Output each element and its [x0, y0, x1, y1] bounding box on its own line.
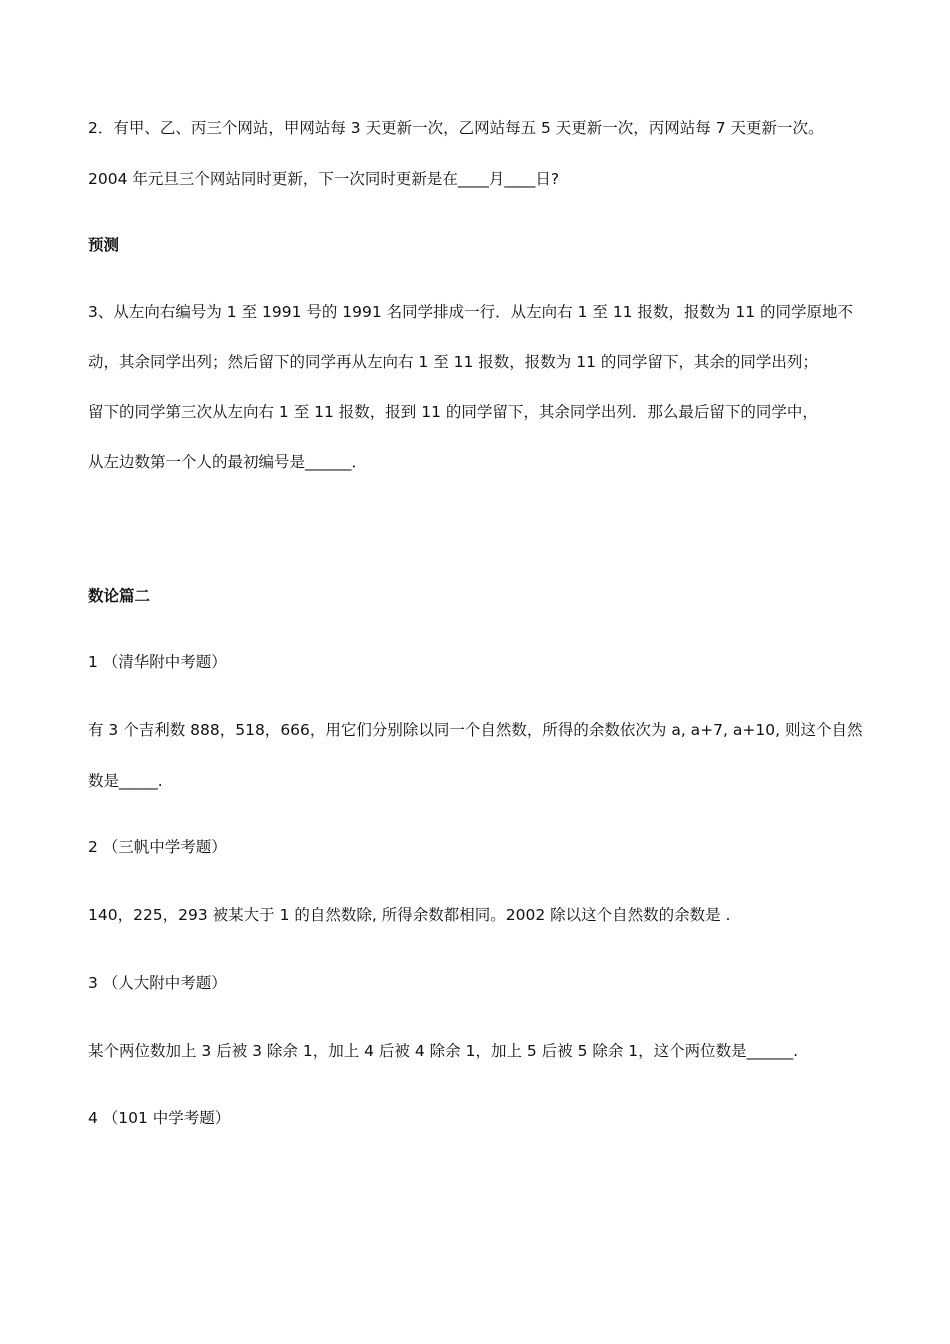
section-heading-prediction: 预测 [88, 236, 120, 254]
question-2-text: 140，225，293 被某大于 1 的自然数除, 所得余数都相同。2002 除以这个自然数的余数是 . [88, 906, 731, 924]
problem-3-line-3: 留下的同学第三次从左向右 1 至 11 报数，报到 11 的同学留下，其余同学出列．那么最后留下的同学中， [88, 403, 818, 421]
problem-3-line-4: 从左边数第一个人的最初编号是______． [88, 453, 368, 471]
problem-2-line-1: 2．有甲、乙、丙三个网站，甲网站每 3 天更新一次，乙网站每五 5 天更新一次，丙网站每 7 天更新一次。 [88, 119, 824, 137]
problem-2-line-2: 2004 年元旦三个网站同时更新，下一次同时更新是在____月____日? [88, 170, 560, 188]
question-1-line-2: 数是_____. [88, 772, 163, 790]
problem-3-line-2: 动，其余同学出列；然后留下的同学再从左向右 1 至 11 报数，报数为 11 的同学留下，其余的同学出列； [88, 353, 818, 371]
question-3-text: 某个两位数加上 3 后被 3 除余 1，加上 4 后被 4 除余 1，加上 5 后被 5 除余 1，这个两位数是______. [88, 1042, 799, 1060]
section-heading-number-theory-2: 数论篇二 [88, 587, 151, 605]
question-1-line-1: 有 3 个吉利数 888，518，666，用它们分别除以同一个自然数，所得的余数依次为 a, a+7, a+10, 则这个自然 [88, 721, 863, 739]
problem-3-line-1: 3、从左向右编号为 1 至 1991 号的 1991 名同学排成一行．从左向右 1 至 11 报数，报数为 11 的同学原地不 [88, 303, 854, 321]
question-3-source: 3 （人大附中考题） [88, 974, 227, 992]
question-2-source: 2 （三帆中学考题） [88, 838, 227, 856]
question-1-source: 1 （清华附中考题） [88, 653, 227, 671]
question-4-source: 4 （101 中学考题） [88, 1109, 231, 1127]
